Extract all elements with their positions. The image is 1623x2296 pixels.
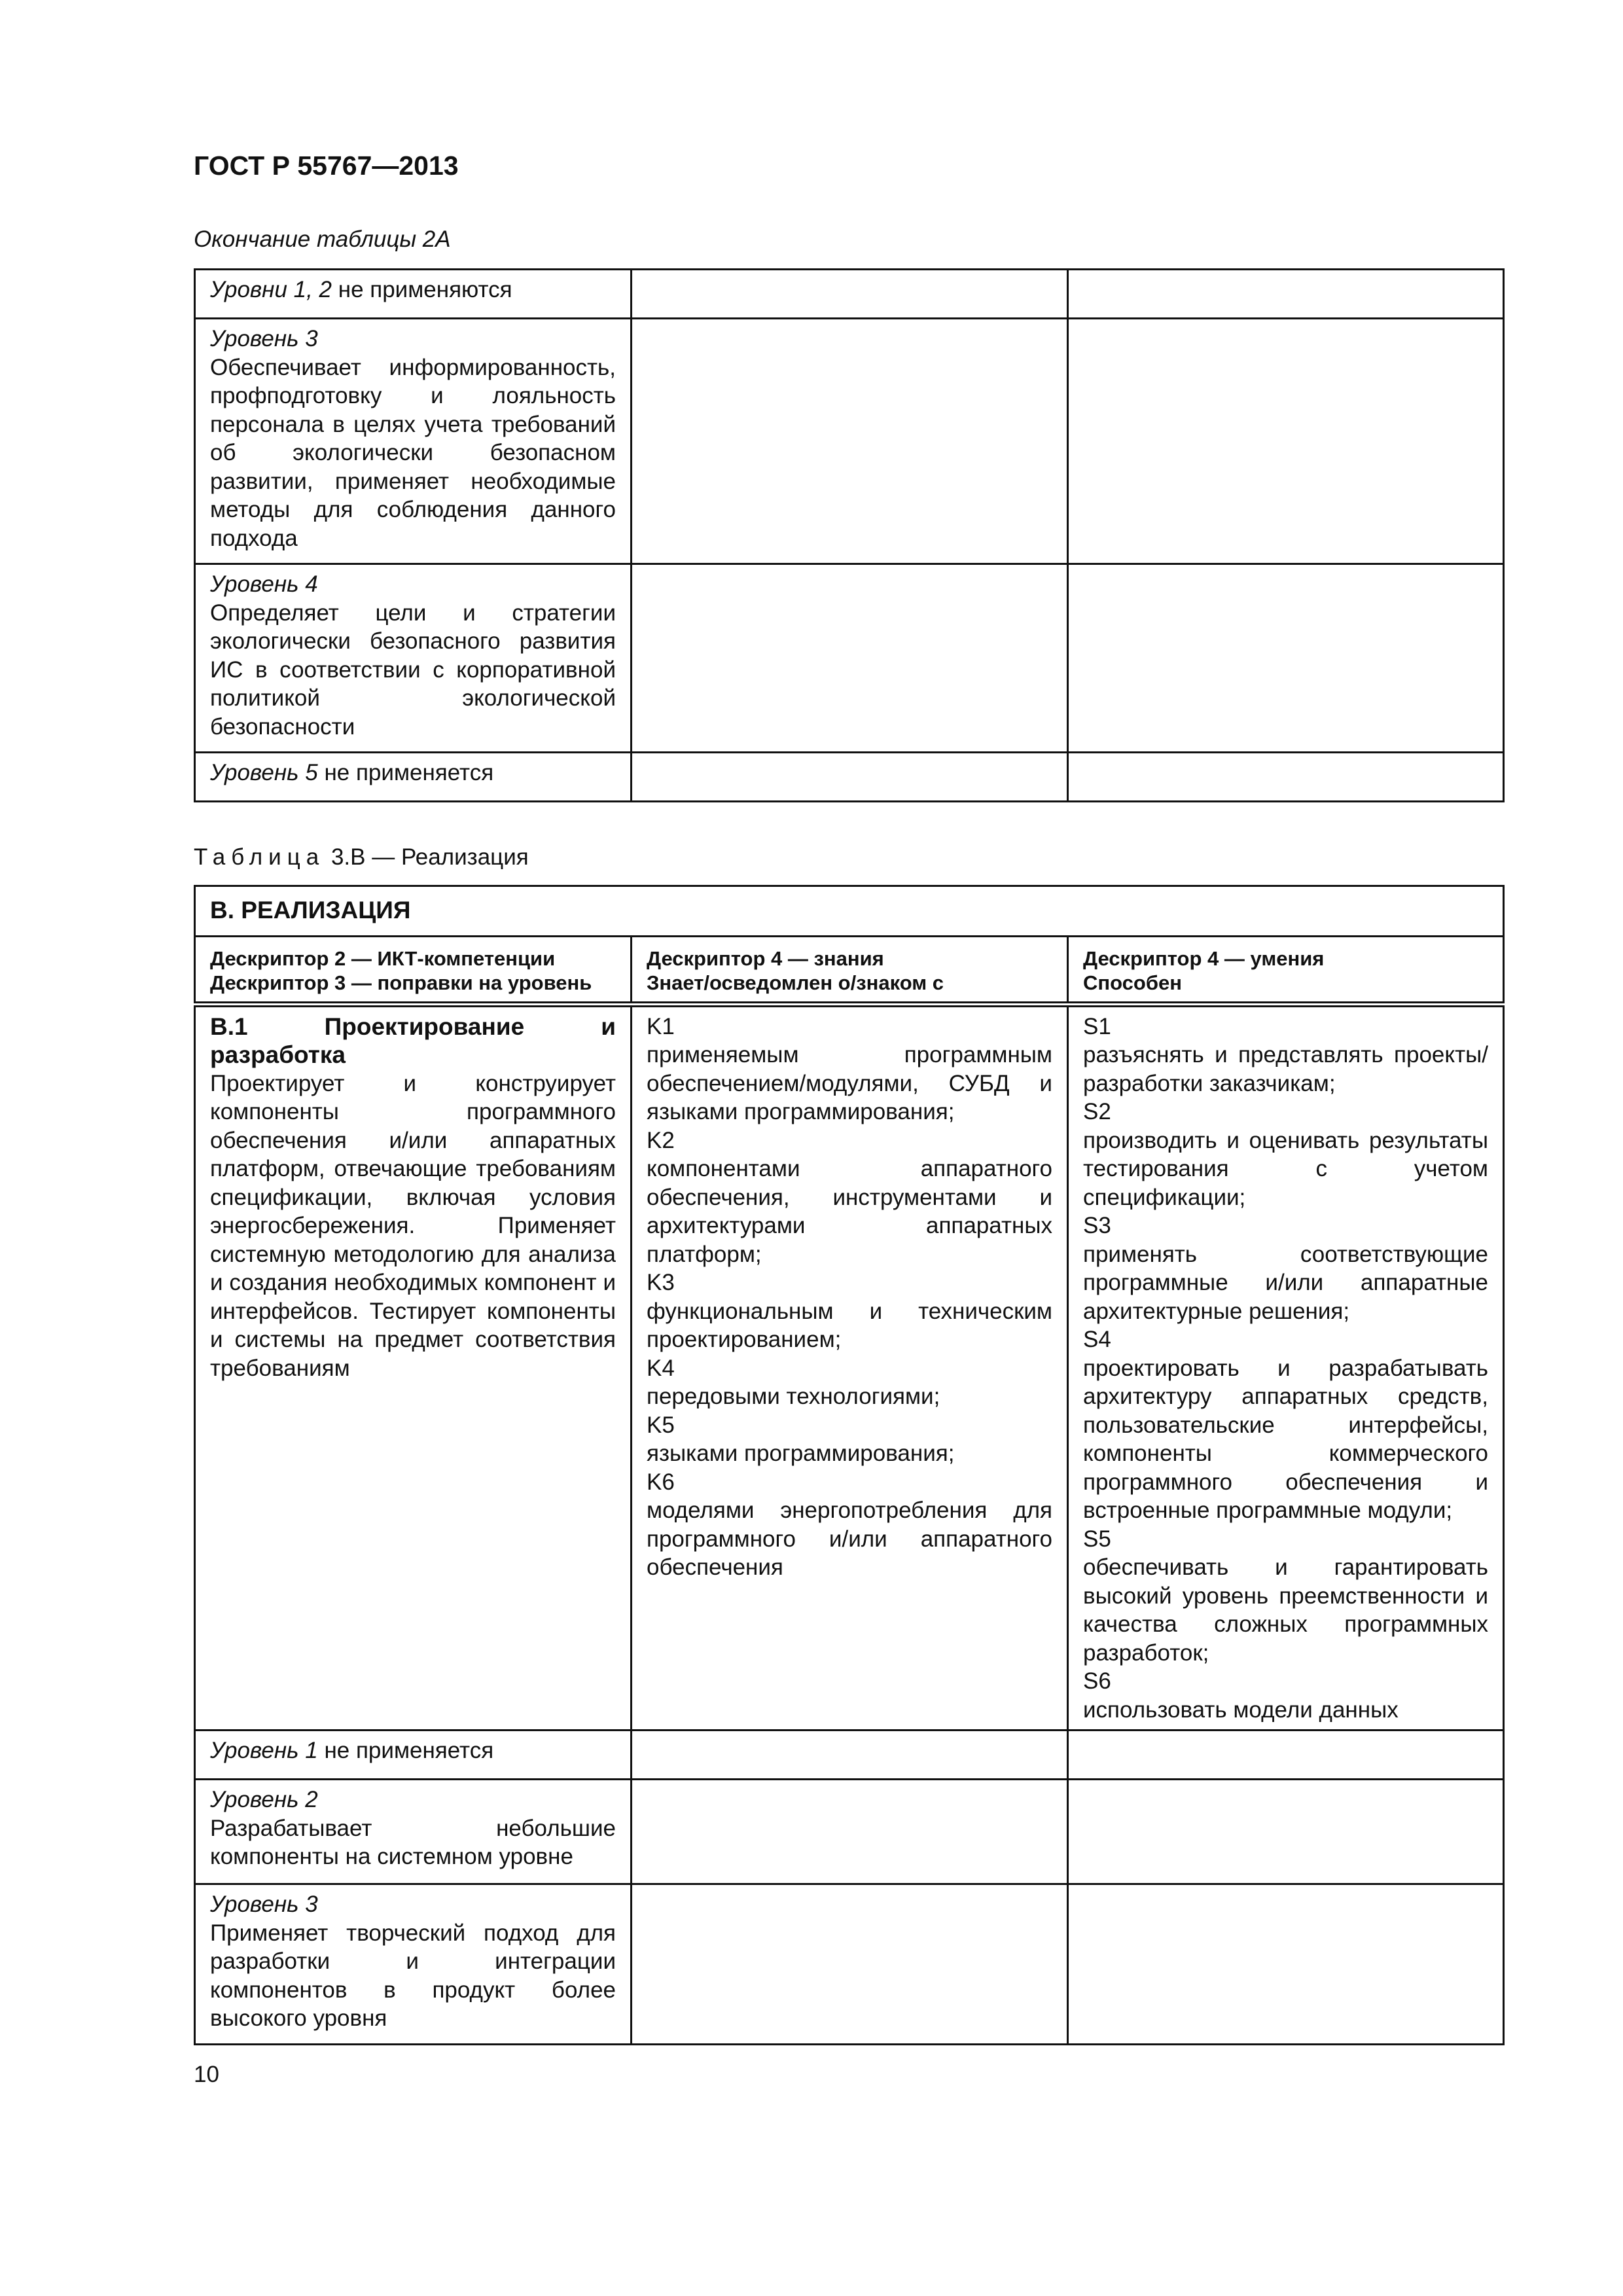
table-cell xyxy=(195,319,632,564)
table-cell xyxy=(632,1731,1068,1780)
table-row xyxy=(195,270,1504,319)
skills-cell xyxy=(1068,1004,1504,1731)
skill-code: S4 xyxy=(1083,1327,1111,1352)
page-number: 10 xyxy=(194,2062,219,2087)
knowledge-text: применяемым программным обеспечением/модулями, СУБД и языками программирования; xyxy=(647,1042,1052,1124)
skill-text: использовать модели данных xyxy=(1083,1696,1399,1723)
skill-code: S3 xyxy=(1083,1213,1111,1238)
competence-cell xyxy=(195,1004,632,1731)
level-label: Уровень 2 xyxy=(210,1787,318,1812)
table-cell xyxy=(632,1884,1068,2045)
table-cell xyxy=(1068,753,1504,802)
caption-rest: 3.В — Реализация xyxy=(325,844,529,870)
skill-code: S5 xyxy=(1083,1526,1111,1552)
level-text: Разрабатывает небольшие компоненты на системном уровне xyxy=(210,1815,616,1869)
level-text: не применяются xyxy=(332,277,512,302)
competence-description: Проектирует и конструирует компоненты программного обеспечения и/или аппаратных платформ, отвечающие требованиям спецификации, включая условия энергосбережения. Применяет системную методологию для анализа и создания необходимых компонент и интерфейсов. Тестирует компоненты и системы на предмет соответствия требованиям xyxy=(210,1070,616,1381)
level-label: Уровень 3 xyxy=(210,1892,318,1917)
skill-code: S2 xyxy=(1083,1099,1111,1124)
skill-text: применять соответствующие программные и/или аппаратные архитектурные решения; xyxy=(1083,1241,1488,1324)
table-row xyxy=(195,1884,1504,2045)
skill-text: обеспечивать и гарантировать высокий уровень преемственности и качества сложных программных разработок; xyxy=(1083,1554,1488,1666)
header-line: Дескриптор 4 — знания xyxy=(647,946,884,970)
level-label: Уровни 1, 2 xyxy=(210,277,332,302)
header-line: Способен xyxy=(1083,971,1182,994)
header-line: Дескриптор 2 — ИКТ-компетенции xyxy=(210,946,556,970)
level-label: Уровень 1 xyxy=(210,1738,318,1763)
document-code: ГОСТ Р 55767—2013 xyxy=(194,151,459,181)
knowledge-code: K2 xyxy=(647,1127,675,1153)
table-row xyxy=(195,753,1504,802)
skill-text: разъяснять и представлять проекты/разработки заказчикам; xyxy=(1083,1042,1488,1096)
skill-text: проектировать и разрабатывать архитектуру аппаратных средств, пользовательские интерфейсы, компоненты коммерческого программного обеспечения и встроенные программные модули; xyxy=(1083,1355,1488,1523)
table-2a-caption: Окончание таблицы 2А xyxy=(194,226,451,252)
level-text: Обеспечивает информированность, профподготовку и лояльность персонала в целях учета требований об экологически безопасном развитии, применяет необходимые методы для соблюдения данного подхода xyxy=(210,354,616,551)
knowledge-text: функциональным и техническим проектированием; xyxy=(647,1298,1052,1352)
table-cell xyxy=(1068,319,1504,564)
table-cell xyxy=(195,1884,632,2045)
table-row xyxy=(195,1731,1504,1780)
table-cell xyxy=(1068,270,1504,319)
knowledge-code: K4 xyxy=(647,1355,675,1381)
table-cell xyxy=(195,564,632,753)
table-cell xyxy=(1068,1884,1504,2045)
knowledge-code: K6 xyxy=(647,1469,675,1495)
table-cell xyxy=(1068,564,1504,753)
table-cell xyxy=(632,753,1068,802)
skill-code: S1 xyxy=(1083,1013,1111,1039)
table-cell xyxy=(195,1780,632,1884)
knowledge-code: K5 xyxy=(647,1412,675,1438)
table-cell xyxy=(632,270,1068,319)
level-text: не применяется xyxy=(317,760,494,785)
knowledge-text: моделями энергопотребления для программного и/или аппаратного обеспечения xyxy=(647,1498,1052,1580)
knowledge-code: K3 xyxy=(647,1270,675,1295)
level-label: Уровень 5 xyxy=(210,760,318,785)
header-cell-skills xyxy=(1068,936,1504,1004)
table-3b-caption xyxy=(194,843,529,872)
competence-title: В.1 Проектирование и разработка xyxy=(210,1013,616,1068)
level-text: Применяет творческий подход для разработки и интеграции компонентов в продукт более высокого уровня xyxy=(210,1920,616,2031)
level-text: Определяет цели и стратегии экологически безопасного развития ИС в соответствии с корпоративной политикой экологической безопасности xyxy=(210,600,616,740)
table-cell xyxy=(195,753,632,802)
caption-label: Таблица xyxy=(194,844,325,870)
competence-row xyxy=(195,1004,1504,1731)
header-line: Знает/осведомлен о/знаком с xyxy=(647,971,944,994)
table-cell xyxy=(1068,1731,1504,1780)
knowledge-text: языками программирования; xyxy=(647,1441,955,1466)
table-row xyxy=(195,1780,1504,1884)
skill-code: S6 xyxy=(1083,1668,1111,1694)
section-row xyxy=(195,886,1504,937)
header-row xyxy=(195,936,1504,1004)
table-row xyxy=(195,564,1504,753)
table-row xyxy=(195,319,1504,564)
level-label: Уровень 4 xyxy=(210,571,318,597)
header-line: Дескриптор 3 — поправки на уровень xyxy=(210,971,592,994)
table-cell xyxy=(195,270,632,319)
knowledge-text: компонентами аппаратного обеспечения, инструментами и архитектурами аппаратных платформ; xyxy=(647,1156,1052,1267)
skill-text: производить и оценивать результаты тестирования с учетом спецификации; xyxy=(1083,1127,1488,1210)
section-title: В. РЕАЛИЗАЦИЯ xyxy=(195,886,1504,937)
level-label: Уровень 3 xyxy=(210,326,318,351)
level-text: не применяется xyxy=(317,1738,494,1763)
knowledge-cell xyxy=(632,1004,1068,1731)
table-cell xyxy=(632,1780,1068,1884)
knowledge-code: K1 xyxy=(647,1013,675,1039)
table-cell xyxy=(632,319,1068,564)
knowledge-text: передовыми технологиями; xyxy=(647,1384,940,1409)
table-cell xyxy=(195,1731,632,1780)
table-cell xyxy=(1068,1780,1504,1884)
header-cell-knowledge xyxy=(632,936,1068,1004)
table-2a xyxy=(194,268,1505,802)
table-cell xyxy=(632,564,1068,753)
header-line: Дескриптор 4 — умения xyxy=(1083,946,1325,970)
table-3b xyxy=(194,885,1505,2045)
header-cell-descriptor-2-3 xyxy=(195,936,632,1004)
